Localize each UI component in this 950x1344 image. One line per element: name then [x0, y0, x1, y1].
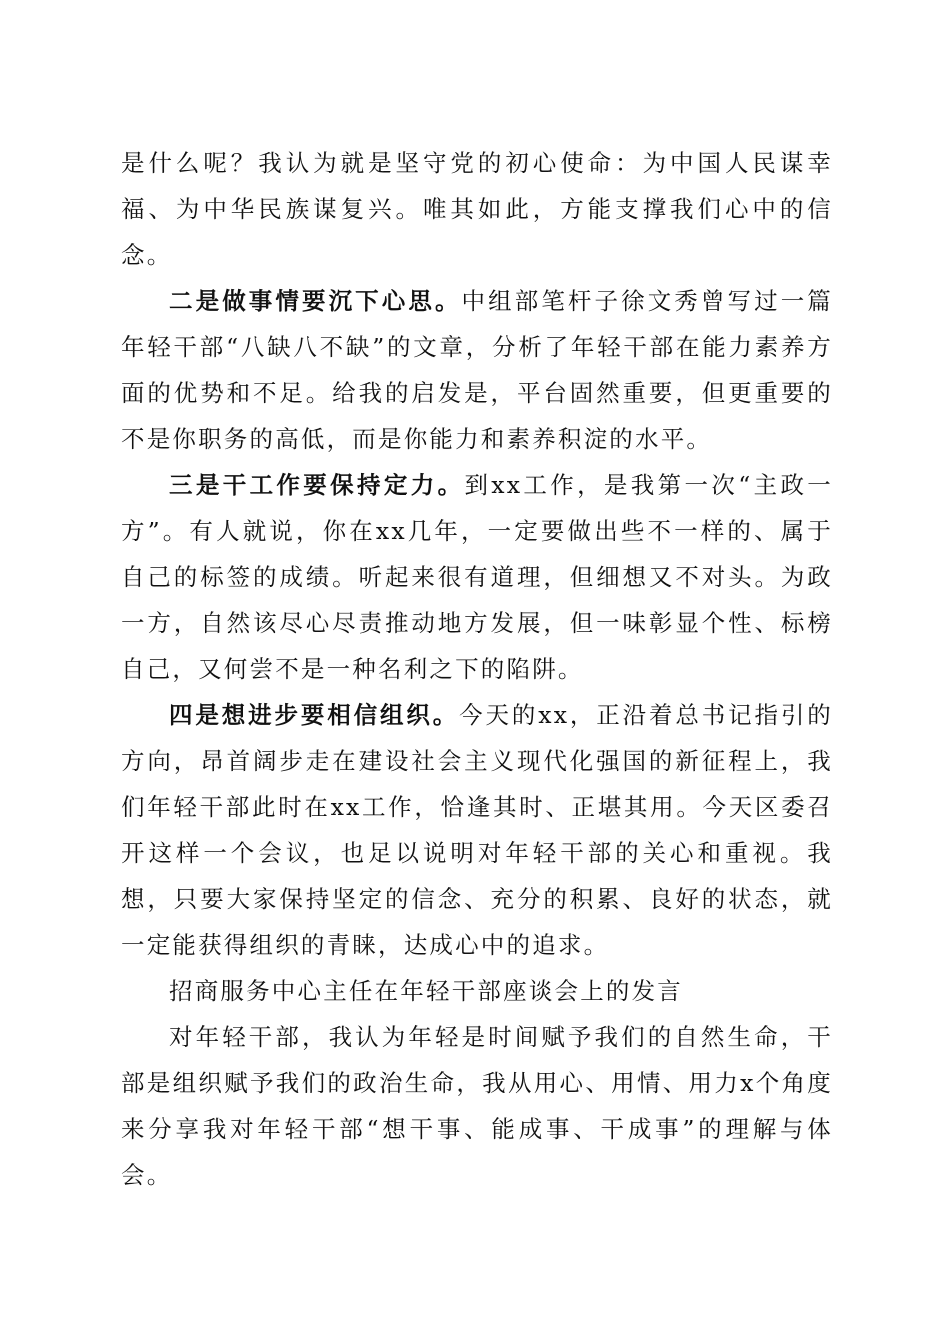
- paragraph-text: 是什么呢？我认为就是坚守党的初心使命：为中国人民谋幸福、为中华民族谋复兴。唯其如此，方能支撑我们心中的信念。: [121, 149, 833, 269]
- paragraph-continuation: [121, 140, 833, 278]
- paragraph-text: 今天的xx，正沿着总书记指引的方向，昂首阔步走在建设社会主义现代化强国的新征程上，我们年轻干部此时在xx工作，恰逢其时、正堪其用。今天区委召开这样一个会议，也足以说明对年轻干部的关心和重视。我想，只要大家保持坚定的信念、充分的积累、良好的状态，就一定能获得组织的青睐，达成心中的追求。: [121, 701, 833, 959]
- section-title: [121, 968, 833, 1014]
- paragraph-point-four: [121, 692, 833, 968]
- paragraph-point-three: [121, 462, 833, 692]
- document-body: [121, 140, 833, 1198]
- paragraph-text: 对年轻干部，我认为年轻是时间赋予我们的自然生命，干部是组织赋予我们的政治生命，我从用心、用情、用力x个角度来分享我对年轻干部“想干事、能成事、干成事”的理解与体会。: [121, 1023, 833, 1189]
- paragraph-text: 中组部笔杆子徐文秀曾写过一篇年轻干部“八缺八不缺”的文章，分析了年轻干部在能力素养方面的优势和不足。给我的启发是，平台固然重要，但更重要的不是你职务的高低，而是你能力和素养积淀的水平。: [121, 287, 833, 453]
- paragraph-point-two: [121, 278, 833, 462]
- paragraph-text: 到xx工作，是我第一次“主政一方”。有人就说，你在xx几年，一定要做出些不一样的、属于自己的标签的成绩。听起来很有道理，但细想又不对头。为政一方，自然该尽心尽责推动地方发展，但一味彰显个性、标榜自己，又何尝不是一种名利之下的陷阱。: [121, 471, 833, 683]
- paragraph-lead: 四是想进步要相信组织。: [169, 701, 460, 729]
- paragraph-lead: 三是干工作要保持定力。: [169, 471, 465, 499]
- paragraph-intro: [121, 1014, 833, 1198]
- paragraph-lead: 二是做事情要沉下心思。: [169, 287, 462, 315]
- section-title-text: 招商服务中心主任在年轻干部座谈会上的发言: [169, 977, 683, 1005]
